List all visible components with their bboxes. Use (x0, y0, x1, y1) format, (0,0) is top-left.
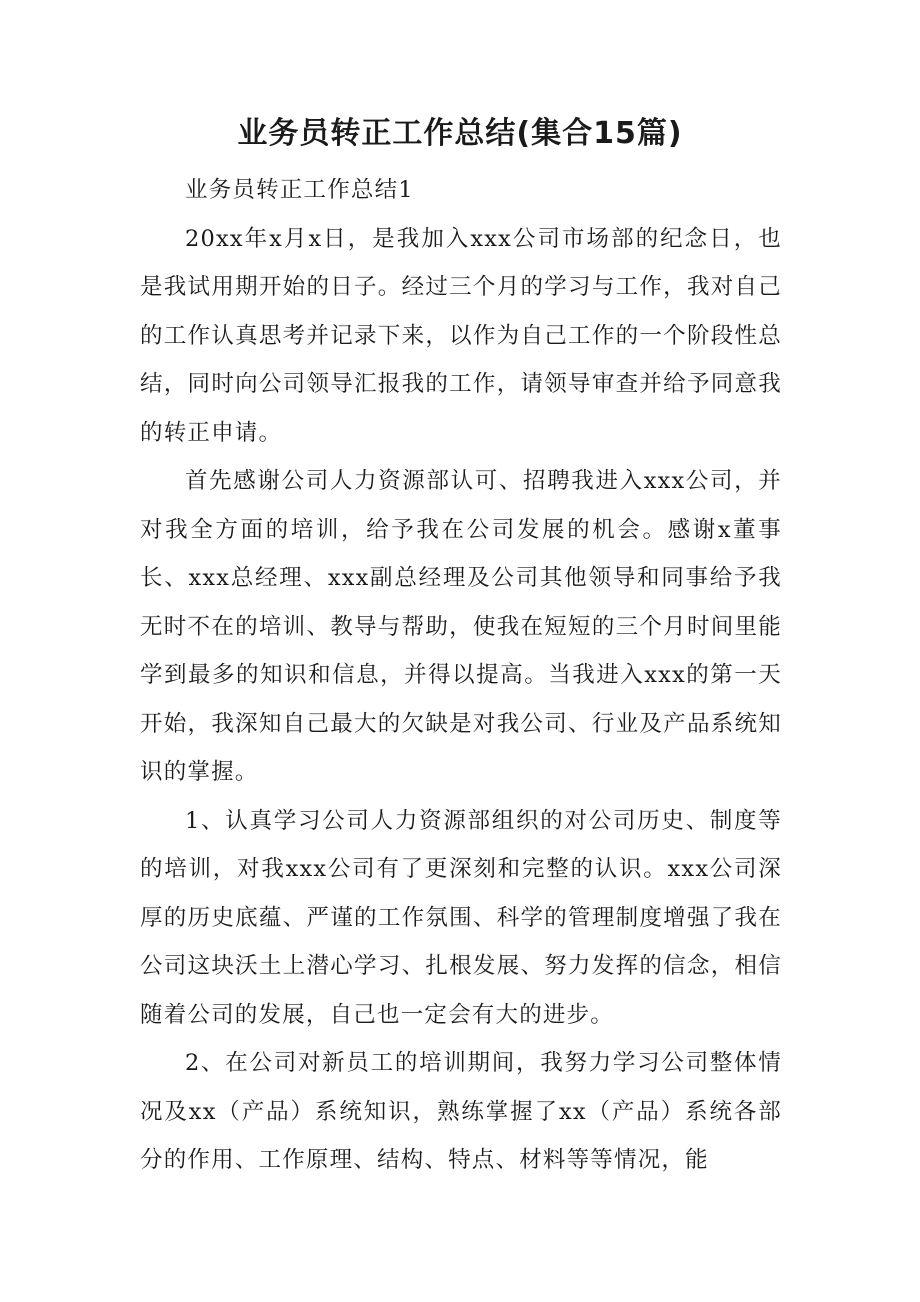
paragraph-thanks: 首先感谢公司人力资源部认可、招聘我进入xxx公司，并对我全方面的培训，给予我在公司发展的机会。感谢x董事长、xxx总经理、xxx副总经理及公司其他领导和同事给予我无时不在的培训、教导与帮助，使我在短短的三个月时间里能学到最多的知识和信息，并得以提高。当我进入xxx的第一天开始，我深知自己最大的欠缺是对我公司、行业及产品系统知识的掌握。 (140, 468, 782, 785)
paragraph-point-1: 1、认真学习公司人力资源部组织的对公司历史、制度等的培训，对我xxx公司有了更深刻和完整的认识。xxx公司深厚的历史底蕴、严谨的工作氛围、科学的管理制度增强了我在公司这块沃土上潜心学习、扎根发展、努力发挥的信念，相信随着公司的发展，自己也一定会有大的进步。 (140, 807, 782, 1028)
document-body (140, 166, 782, 1185)
section-heading: 业务员转正工作总结1 (185, 177, 414, 203)
document-title: 业务员转正工作总结(集合15篇) (237, 116, 683, 151)
paragraph-intro: 20xx年x月x日，是我加入xxx公司市场部的纪念日，也是我试用期开始的日子。经过三个月的学习与工作，我对自己的工作认真思考并记录下来，以作为自己工作的一个阶段性总结，同时向公司领导汇报我的工作，请领导审查并给予同意我的转正申请。 (140, 225, 782, 446)
paragraph-point-2: 2、在公司对新员工的培训期间，我努力学习公司整体情况及xx（产品）系统知识，熟练掌握了xx（产品）系统各部分的作用、工作原理、结构、特点、材料等等情况，能 (140, 1050, 782, 1173)
